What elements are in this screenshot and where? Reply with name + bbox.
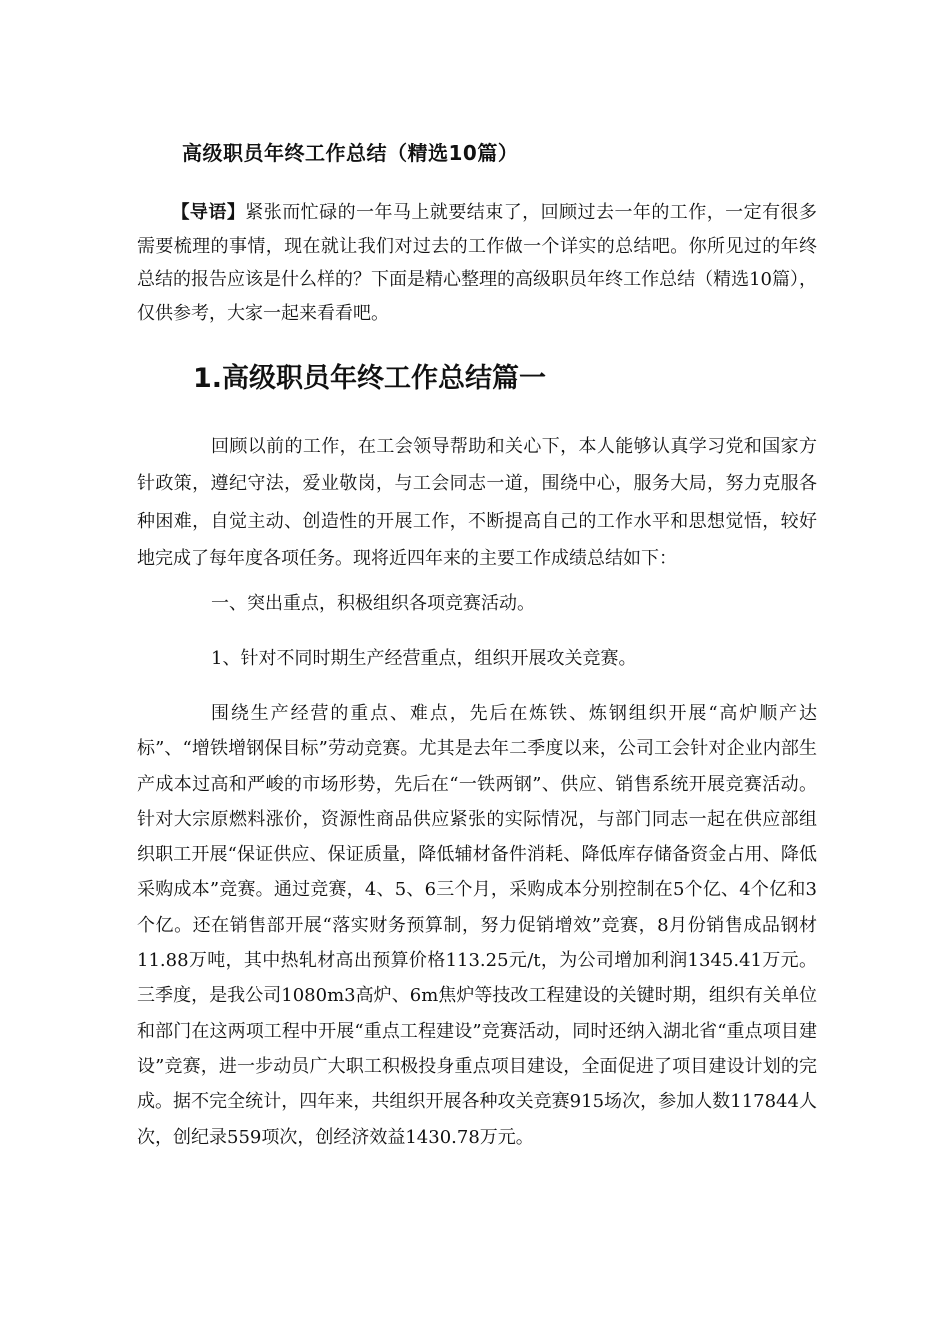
section-heading: 1.高级职员年终工作总结篇一 (193, 363, 547, 394)
document-title: 高级职员年终工作总结（精选10篇） (182, 141, 519, 165)
intro-paragraph (137, 196, 817, 330)
intro-text: 紧张而忙碌的一年马上就要结束了，回顾过去一年的工作，一定有很多需要梳理的事情，现在就让我们对过去的工作做一个详实的总结吧。你所见过的年终总结的报告应该是什么样的？下面是精心整理的高级职员年终工作总结（精选10篇），仅供参考，大家一起来看看吧。 (137, 202, 818, 324)
intro-lead: 【导语】 (171, 202, 246, 223)
subheading-1: 一、突出重点，积极组织各项竞赛活动。 (211, 593, 535, 614)
body-paragraph-1: 回顾以前的工作，在工会领导帮助和关心下，本人能够认真学习党和国家方针政策，遵纪守法，爱业敬岗，与工会同志一道，围绕中心，服务大局，努力克服各种困难，自觉主动、创造性的开展工作，不断提高自己的工作水平和思想觉悟，较好地完成了每年度各项任务。现将近四年来的主要工作成绩总结如下： (137, 436, 817, 569)
subheading-2: 1、针对不同时期生产经营重点，组织开展攻关竞赛。 (211, 648, 637, 669)
body-paragraph-2: 围绕生产经营的重点、难点，先后在炼铁、炼钢组织开展“高炉顺产达标”、“增铁增钢保目标”劳动竞赛。尤其是去年二季度以来，公司工会针对企业内部生产成本过高和严峻的市场形势，先后在“一铁两钢”、供应、销售系统开展竞赛活动。针对大宗原燃料涨价，资源性商品供应紧张的实际情况，与部门同志一起在供应部组织职工开展“保证供应、保证质量，降低辅材备件消耗、降低库存储备资金占用、降低采购成本”竞赛。通过竞赛，4、5、6三个月，采购成本分别控制在5个亿、4个亿和3个亿。还在销售部开展“落实财务预算制，努力促销增效”竞赛，8月份销售成品钢材11.88万吨，其中热轧材高出预算价格113.25元/t，为公司增加利润1345.41万元。三季度，是我公司1080m3高炉、6m焦炉等技改工程建设的关键时期，组织有关单位和部门在这两项工程中开展“重点工程建设”竞赛活动，同时还纳入湖北省“重点项目建设”竞赛，进一步动员广大职工积极投身重点项目建设，全面促进了项目建设计划的完成。据不完全统计，四年来，共组织开展各种攻关竞赛915场次，参加人数117844人次，创纪录559项次，创经济效益1430.78万元。 (137, 703, 817, 1148)
